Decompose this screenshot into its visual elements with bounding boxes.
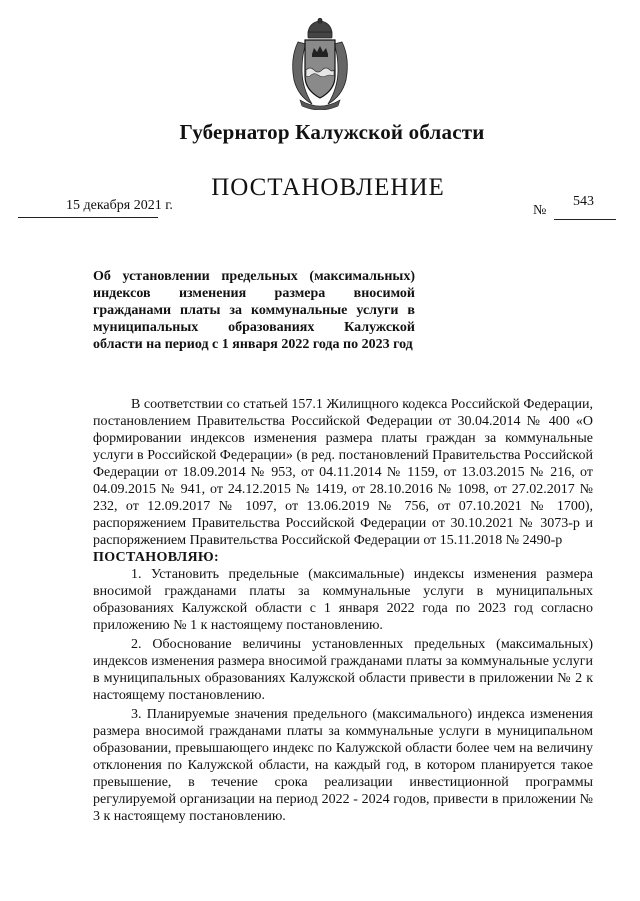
document-date: 15 декабря 2021 г. <box>66 198 173 213</box>
number-label: № <box>533 203 547 218</box>
date-underline <box>18 217 158 218</box>
document-type-heading: ПОСТАНОВЛЕНИЕ <box>211 174 445 201</box>
preamble-paragraph: В соответствии со статьей 157.1 Жилищного кодекса Российской Федерации, постановлением Правительства Российской Федерации от 30.04.2014 № 400 «О формировании индексов изменения размера платы граждан за коммунальные услуги в Российской Федерации» (в ред. постановлений Правительства Российской Федерации от 18.09.2014 № 953, от 04.11.2014 № 1159, от 13.03.2015 № 216, от 04.09.2015 № 941, от 24.12.2015 № 1419, от 28.10.2016 № 1098, от 27.02.2017 № 232, от 12.09.2017 № 1097, от 13.06.2019 № 756, от 07.10.2021 № 1700), распоряжением Правительства Российской Федерации от 30.10.2021 № 3073-р и распоряжением Правительства Российской Федерации от 15.11.2018 № 2490-р <box>93 397 593 548</box>
decree-word: ПОСТАНОВЛЯЮ: <box>93 550 219 565</box>
decree-item: 1. Установить предельные (максимальные) индексы изменения размера вносимой гражданами платы за коммунальные услуги в муниципальных образованиях Калужской области с 1 января 2022 года по 2023 год согласно приложению № 1 к настоящему постановлению. <box>93 567 593 633</box>
decree-item: 2. Обоснование величины установленных предельных (максимальных) индексов изменения размера вносимой гражданами платы за коммунальные услуги в муниципальных образованиях Калужской области привести в приложении № 2 к настоящему постановлению. <box>93 637 593 703</box>
document-subject: Об установлении предельных (максимальных) индексов изменения размера вносимой гражданами платы за коммунальные услуги в муниципальных образованиях Калужской области на период с 1 января 2022 года по 2023 год <box>93 269 415 352</box>
coat-of-arms-emblem <box>288 18 352 110</box>
issuer-title: Губернатор Калужской области <box>179 120 485 144</box>
decree-items <box>93 566 593 825</box>
document-body <box>93 396 593 827</box>
document-number: 543 <box>573 194 594 209</box>
number-underline <box>554 219 616 220</box>
decree-item: 3. Планируемые значения предельного (максимального) индекса изменения размера вносимой гражданами платы за коммунальные услуги в муниципальном образовании, превышающего индекс по Калужской области более чем на величину отклонения по Калужской области, на каждый год, в котором планируется такое превышение, в течение срока реализации инвестиционной программы регулируемой организации на период 2022 - 2024 годов, привести в приложении № 3 к настоящему постановлению. <box>93 707 593 824</box>
